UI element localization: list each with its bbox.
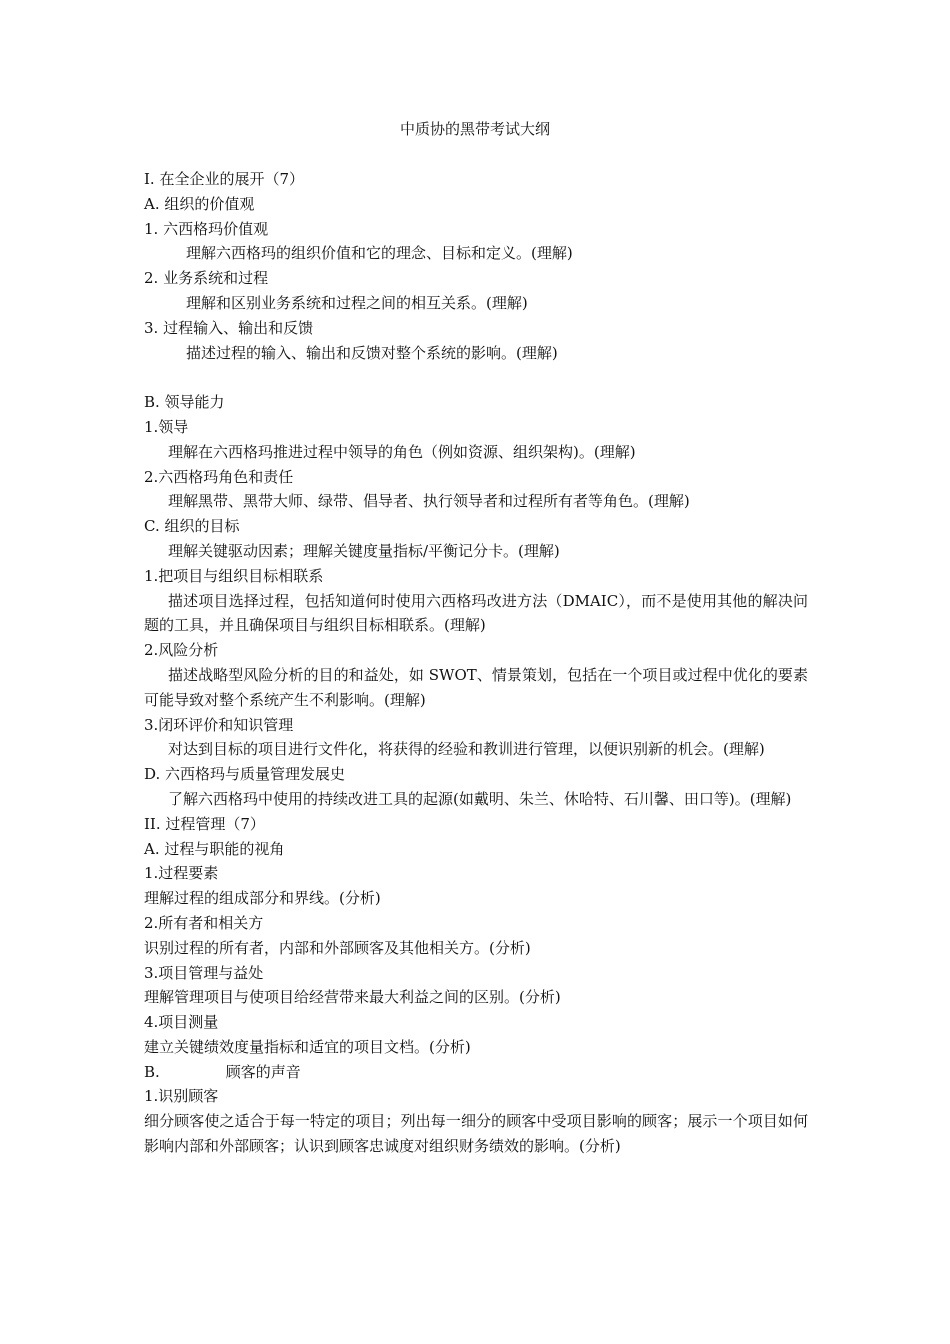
- item-1c2-heading: 2.风险分析: [144, 641, 219, 660]
- section-1c-heading: C. 组织的目标: [144, 517, 240, 536]
- document-title: 中质协的黑带考试大纲: [399, 120, 550, 138]
- item-1c3-description: 对达到目标的项目进行文件化，将获得的经验和教训进行管理，以便识别新的机会。(理解): [168, 740, 765, 759]
- section-1-heading: I. 在全企业的展开（7）: [144, 170, 305, 188]
- item-1b1-heading: 1.领导: [144, 417, 189, 436]
- section-2a-heading: A. 过程与职能的视角: [144, 839, 285, 858]
- section-1b-heading: B. 领导能力: [144, 393, 225, 412]
- item-1c1-heading: 1.把项目与组织目标相联系: [144, 566, 324, 585]
- section-1d-description: 了解六西格玛中使用的持续改进工具的起源(如戴明、朱兰、休哈特、石川馨、田口等)。(理解): [168, 789, 792, 808]
- item-1b1-description: 理解在六西格玛推进过程中领导的角色（例如资源、组织架构)。(理解): [168, 442, 636, 461]
- section-2b-letter: B.: [144, 1062, 160, 1081]
- section-2b-heading: [144, 1060, 808, 1085]
- section-1c-description: 理解关键驱动因素；理解关键度量指标/平衡记分卡。(理解): [168, 541, 560, 560]
- item-2a2-heading: 2.所有者和相关方: [144, 913, 264, 932]
- item-2a3-description: 理解管理项目与使项目给经营带来最大利益之间的区别。(分析): [144, 988, 561, 1007]
- item-1c3-heading: 3.闭环评价和知识管理: [144, 715, 294, 734]
- item-1b2-heading: 2.六西格玛角色和责任: [144, 467, 294, 486]
- item-1b2-description: 理解黑带、黑带大师、绿带、倡导者、执行领导者和过程所有者等角色。(理解): [168, 492, 690, 511]
- section-2-heading: II. 过程管理（7）: [144, 814, 265, 833]
- item-2a2-description: 识别过程的所有者，内部和外部顾客及其他相关方。(分析): [144, 938, 531, 957]
- item-2a1-description: 理解过程的组成部分和界线。(分析): [144, 889, 381, 908]
- item-2b1-heading: 1.识别顾客: [144, 1087, 219, 1106]
- item-2a3-heading: 3.项目管理与益处: [144, 963, 264, 982]
- blank-line: [144, 365, 808, 390]
- section-1a-heading: A. 组织的价值观: [144, 194, 255, 213]
- section-1d-heading: D. 六西格玛与质量管理发展史: [144, 765, 346, 784]
- section-2b-title: 顾客的声音: [225, 1062, 301, 1081]
- item-2b1-description: 细分顾客使之适合于每一特定的项目；列出每一细分的顾客中受项目影响的顾客；展示一个项目如何影响内部和外部顾客；认识到顾客忠诚度对组织财务绩效的影响。(分析): [144, 1112, 808, 1156]
- document-body: [144, 167, 808, 1159]
- item-1a2-heading: 2. 业务系统和过程: [144, 269, 269, 288]
- item-1a1-heading: 1. 六西格玛价值观: [144, 219, 269, 238]
- item-2a1-heading: 1.过程要素: [144, 864, 219, 883]
- item-1a3-description: 描述过程的输入、输出和反馈对整个系统的影响。(理解): [186, 343, 558, 362]
- item-2a4-heading: 4.项目测量: [144, 1013, 219, 1032]
- item-1c2-description: 描述战略型风险分析的目的和益处，如 SWOT、情景策划，包括在一个项目或过程中优化的要素可能导致对整个系统产生不利影响。(理解): [144, 665, 808, 709]
- item-1a2-description: 理解和区别业务系统和过程之间的相互关系。(理解): [186, 293, 528, 312]
- item-2a4-description: 建立关键绩效度量指标和适宜的项目文档。(分析): [144, 1037, 471, 1056]
- item-1a3-heading: 3. 过程输入、输出和反馈: [144, 318, 314, 337]
- item-1c1-description: 描述项目选择过程，包括知道何时使用六西格玛改进方法（DMAIC），而不是使用其他的解决问题的工具，并且确保项目与组织目标相联系。(理解): [144, 591, 808, 635]
- item-1a1-description: 理解六西格玛的组织价值和它的理念、目标和定义。(理解): [186, 244, 573, 263]
